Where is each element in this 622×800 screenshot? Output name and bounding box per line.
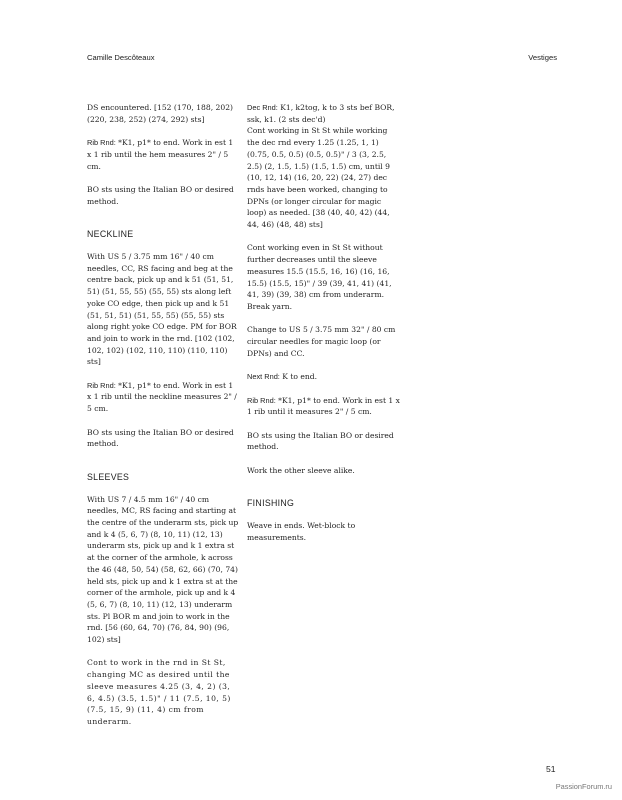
- rib-round-instruction: [87, 137, 239, 172]
- rib-round-instruction: [247, 395, 400, 418]
- running-header-author: Camille Descôteaux: [87, 53, 155, 62]
- paragraph: DS encountered. [152 (170, 188, 202) (220, 238, 252) (274, 292) sts]: [87, 103, 233, 124]
- paragraph: BO sts using the Italian BO or desired method.: [87, 427, 234, 449]
- rib-round-text: *K1, p1* to end. Work in est 1 x 1 rib until the hem measures 2" / 5 cm.: [87, 138, 234, 171]
- dec-round-label: Dec Rnd:: [247, 103, 278, 112]
- dec-round-instruction: [247, 102, 400, 125]
- paragraph: With US 7 / 4.5 mm 16" / 40 cm needles, MC, RS facing and starting at the centre of the underarm sts, pick up and k 4 (5, 6, 7) (8, 10, 11) (12, 13) underarm sts, pick up and k 1 extra st at the corner of the armhole, k across the 46 (48, 50, 54) (58, 62, 66) (70, 74) held sts, pick up and k 1 extra st at the corner of the armhole, pick up and k 4 (5, 6, 7) (8, 10, 11) (12, 13) underarm sts. Pl BOR m and join to work in the rnd. [56 (60, 64, 70) (76, 84, 90) (96, 102) sts]: [87, 494, 239, 645]
- paragraph: BO sts using the Italian BO or desired method.: [87, 184, 234, 206]
- paragraph: Weave in ends. Wet-block to measurements.: [247, 521, 356, 542]
- dec-round-text: K1, k2tog, k to 3 sts bef BOR, ssk, k1. (2 sts dec'd): [247, 103, 395, 124]
- rib-round-label: Rib Rnd:: [87, 380, 116, 390]
- paragraph: Cont working in St St while working the dec rnd every 1.25 (1.25, 1, 1) (0.75, 0.5, 0.5) (0.5, 0.5)" / 3 (3, 2.5, 2.5) (2, 1.5, 1.5) (1.5, 1.5) cm, until 9 (10, 12, 14) (16, 20, 22) (24, 27) dec rnds have been worked, changing to DPNs (or longer circular for magic loop) as needed. [38 (40, 40, 42) (44, 44, 46) (48, 48) sts]: [247, 126, 390, 230]
- left-column: [87, 102, 239, 739]
- paragraph: Work the other sleeve alike.: [247, 465, 355, 475]
- right-column: [247, 102, 400, 555]
- next-round-instruction: [247, 371, 400, 383]
- next-round-text: K to end.: [279, 372, 318, 382]
- section-heading-neckline: NECKLINE: [87, 229, 134, 240]
- rib-round-label: Rib Rnd:: [247, 395, 276, 405]
- section-heading-finishing: FINISHING: [247, 498, 295, 509]
- paragraph: BO sts using the Italian BO or desired method.: [247, 430, 394, 452]
- paragraph: Cont working even in St St without further decreases until the sleeve measures 15.5 (15.5, 16, 16) (16, 16, 15.5) (15.5, 15)" / 39 (39, 41, 41) (41, 41, 39) (39, 38) cm from underarm. Break yarn.: [247, 243, 392, 311]
- paragraph: With US 5 / 3.75 mm 16" / 40 cm needles, CC, RS facing and beg at the centre back, pick up and k 51 (51, 51, 51) (51, 55, 55) (55, 55) sts along left yoke CO edge, then pick up and k 51 (51, 51, 51) (51, 55, 55) (55, 55) sts along right yoke CO edge. PM for BOR and join to work in the rnd. [102 (102, 102, 102) (102, 110, 110) (110, 110) sts]: [87, 252, 237, 367]
- rib-round-instruction: [87, 380, 239, 415]
- running-header-pattern: Vestiges: [528, 53, 557, 62]
- rib-round-text: *K1, p1* to end. Work in est 1 x 1 rib until it measures 2" / 5 cm.: [247, 395, 400, 417]
- section-heading-sleeves: SLEEVES: [87, 471, 130, 482]
- rib-round-label: Rib Rnd:: [87, 138, 116, 148]
- rib-round-text: *K1, p1* to end. Work in est 1 x 1 rib until the neckline measures 2" / 5 cm.: [87, 380, 237, 414]
- page-number: 51: [546, 764, 556, 774]
- paragraph: Change to US 5 / 3.75 mm 32" / 80 cm circular needles for magic loop (or DPNs) and CC.: [247, 325, 396, 358]
- paragraph: Cont to work in the rnd in St St, changing MC as desired until the sleeve measures 4.25 (3, 4, 2) (3, 6, 4.5) (3.5, 1.5)" / 11 (7.5, 10, 5) (7.5, 15, 9) (11, 4) cm from underarm.: [87, 658, 231, 726]
- next-round-label: Next Rnd:: [247, 372, 280, 382]
- watermark: PassionForum.ru: [555, 782, 612, 791]
